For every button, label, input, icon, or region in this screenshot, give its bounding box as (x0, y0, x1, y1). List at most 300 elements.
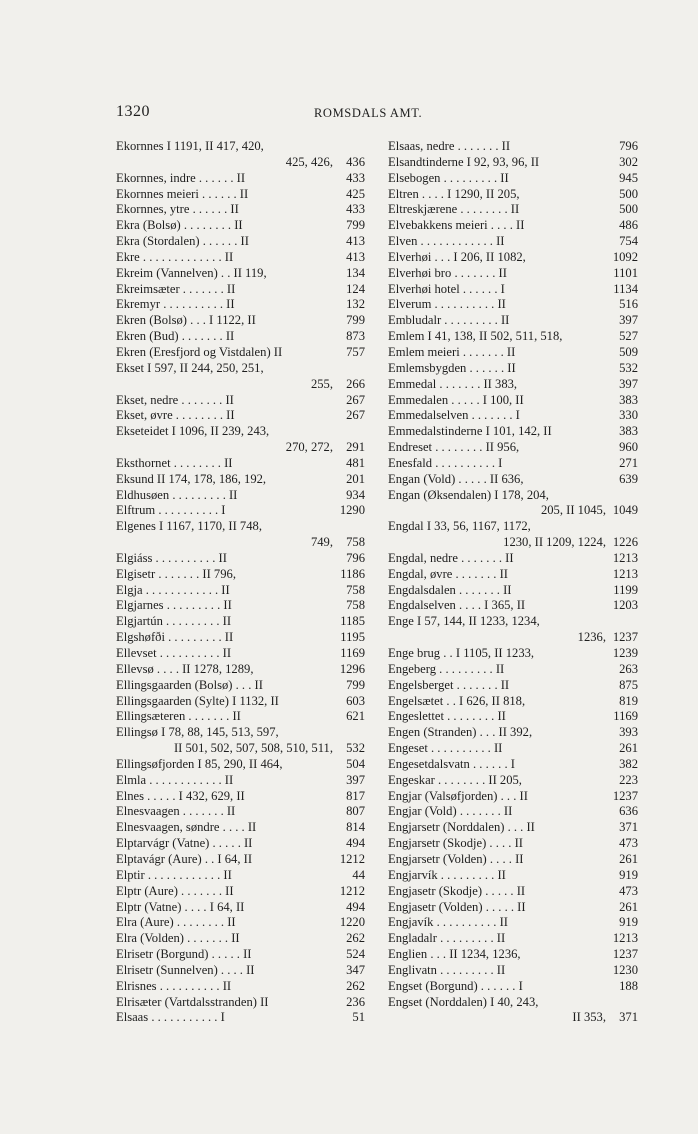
index-entry (388, 662, 638, 678)
entry-text: Englien . . . II 1234, 1236, (388, 947, 521, 962)
entry-page-ref: 1212 (339, 851, 365, 866)
index-entry (388, 408, 638, 424)
entry-text: Elgisetr . . . . . . . II 796, (116, 566, 236, 581)
entry-text: Eksthornet . . . . . . . . II (116, 455, 233, 470)
entry-page-ref: 383 (619, 392, 638, 407)
entry-text: Emlemsbygden . . . . . . II (388, 360, 516, 375)
entry-page-ref: 1203 (612, 598, 638, 613)
entry-text: Elsandtinderne I 92, 93, 96, II (388, 154, 540, 169)
entry-text: Engjarsetr (Skodje) . . . . II (388, 836, 523, 851)
index-entry (116, 931, 365, 947)
index-entry (116, 488, 365, 504)
entry-text: Elsaas, nedre . . . . . . . II (388, 139, 511, 153)
entry-page-ref: 44 (352, 867, 365, 882)
entry-text: Ekseteidet I 1096, II 239, 243, (116, 424, 270, 439)
entry-page-ref: 132 (346, 297, 365, 312)
index-entry (388, 472, 638, 488)
index-entry (388, 931, 638, 947)
entry-page-ref: 621 (346, 709, 365, 724)
entry-page-ref: 1239 (612, 646, 638, 660)
entry-text: 749, (310, 535, 333, 550)
index-entry-continuation (116, 741, 365, 757)
entry-text: II 353, (572, 1010, 606, 1025)
index-entry (388, 567, 638, 583)
index-entry (388, 947, 638, 963)
entry-page-ref: 473 (619, 836, 638, 851)
entry-page-ref: 532 (619, 360, 638, 375)
entry-page-ref: 266 (346, 376, 365, 391)
index-entry (116, 551, 365, 567)
entry-page-ref: 261 (619, 851, 638, 866)
entry-text: Elvebakkens meieri . . . . II (388, 218, 525, 233)
entry-text: Ekornnes I 1191, II 417, 420, (116, 139, 264, 153)
entry-page-ref: 1290 (339, 503, 365, 518)
entry-text: Enge brug . . I 1105, II 1233, (388, 646, 535, 660)
index-entry (116, 202, 365, 218)
entry-page-ref: 1213 (612, 566, 638, 581)
entry-text: Engelsætet . . I 626, II 818, (388, 693, 526, 708)
index-entry (116, 234, 365, 250)
entry-page-ref: 413 (346, 249, 365, 264)
entry-page-ref: 1237 (612, 788, 638, 803)
index-entry (116, 519, 365, 535)
entry-page-ref: 267 (346, 392, 365, 407)
index-entry (116, 979, 365, 995)
entry-page-ref: 371 (619, 1010, 638, 1025)
index-entry (388, 187, 638, 203)
entry-text: Elgshøfði . . . . . . . . . II (116, 630, 234, 645)
entry-text: Elverhøi . . . I 206, II 1082, (388, 249, 526, 264)
index-entry (388, 789, 638, 805)
index-entry (116, 250, 365, 266)
index-column-right (388, 139, 638, 1026)
index-entry (388, 377, 638, 393)
entry-page-ref: 261 (619, 741, 638, 756)
entry-page-ref: 603 (346, 693, 365, 708)
entry-text: Engladalr . . . . . . . . . II (388, 931, 506, 946)
entry-text: Engeskar . . . . . . . . II 205, (388, 772, 522, 787)
entry-page-ref: 433 (346, 202, 365, 217)
index-entry (116, 804, 365, 820)
entry-text: Ekra (Bolsø) . . . . . . . . II (116, 218, 243, 233)
entry-text: Ekremyr . . . . . . . . . . II (116, 297, 235, 312)
index-entry-continuation (116, 155, 365, 171)
entry-text: Engesetdalsvatn . . . . . . I (388, 756, 515, 771)
index-entry (116, 884, 365, 900)
entry-text: Emmedalselven . . . . . . . I (388, 408, 520, 423)
entry-page-ref: 934 (346, 487, 365, 502)
index-entry-continuation (116, 535, 365, 551)
index-entry (116, 266, 365, 282)
index-entry (116, 313, 365, 329)
entry-text: Engjasetr (Skodje) . . . . . II (388, 883, 526, 898)
entry-page-ref: 371 (619, 820, 638, 835)
index-entry (388, 155, 638, 171)
entry-text: Ekreimsæter . . . . . . . II (116, 281, 236, 296)
index-entry (116, 963, 365, 979)
entry-text: 1230, II 1209, 1224, (503, 535, 606, 550)
entry-text: Engjar (Vold) . . . . . . . II (388, 804, 513, 819)
entry-text: Engjavík . . . . . . . . . . II (388, 915, 508, 930)
index-entry (116, 456, 365, 472)
index-entry (388, 709, 638, 725)
entry-text: Engelsberget . . . . . . . II (388, 677, 510, 692)
index-entry (388, 266, 638, 282)
index-entry (388, 820, 638, 836)
index-entry (388, 678, 638, 694)
entry-text: Elverum . . . . . . . . . . II (388, 297, 506, 312)
entry-page-ref: 1220 (339, 915, 365, 930)
entry-page-ref: 758 (346, 598, 365, 613)
entry-page-ref: 124 (346, 281, 365, 296)
entry-page-ref: 799 (346, 313, 365, 328)
index-entry (116, 393, 365, 409)
entry-text: Engjarsetr (Volden) . . . . II (388, 851, 524, 866)
entry-text: Elptavágr (Aure) . . I 64, II (116, 851, 253, 866)
entry-page-ref: 875 (619, 677, 638, 692)
entry-page-ref: 271 (619, 455, 638, 470)
entry-text: Ellingsgaarden (Bolsø) . . . II (116, 677, 263, 692)
entry-page-ref: 1212 (339, 883, 365, 898)
index-entry (116, 995, 365, 1011)
index-entry-continuation (116, 377, 365, 393)
entry-page-ref: 236 (346, 994, 365, 1009)
entry-page-ref: 494 (346, 899, 365, 914)
entry-text: Ekornnes, ytre . . . . . . II (116, 202, 239, 217)
index-entry (116, 630, 365, 646)
index-entry (388, 297, 638, 313)
index-entry (116, 836, 365, 852)
entry-page-ref: 1169 (340, 646, 365, 660)
index-entry (116, 408, 365, 424)
index-entry (388, 963, 638, 979)
entry-text: Engeslettet . . . . . . . . II (388, 709, 506, 724)
entry-page-ref: 134 (346, 265, 365, 280)
entry-page-ref: 754 (619, 234, 638, 249)
entry-text: Engdal, nedre . . . . . . . II (388, 550, 514, 565)
entry-page-ref: 796 (619, 139, 638, 153)
entry-text: Elgiáss . . . . . . . . . . II (116, 550, 227, 565)
entry-text: Engdal, øvre . . . . . . . II (388, 566, 508, 581)
entry-page-ref: 504 (346, 756, 365, 771)
entry-page-ref: 397 (619, 376, 638, 391)
entry-page-ref: 524 (346, 947, 365, 962)
index-entry (116, 171, 365, 187)
entry-text: Elrisæter (Vartdalsstranden) II (116, 994, 269, 1009)
entry-text: Eldhusøen . . . . . . . . . II (116, 487, 238, 502)
index-entry (116, 900, 365, 916)
index-entry (388, 282, 638, 298)
entry-page-ref: 425 (346, 186, 365, 201)
entry-text: Ellingsø I 78, 88, 145, 513, 597, (116, 725, 279, 740)
index-entry (116, 868, 365, 884)
entry-text: Eksund II 174, 178, 186, 192, (116, 471, 267, 486)
index-entry (116, 789, 365, 805)
index-entry (116, 567, 365, 583)
entry-page-ref: 807 (346, 804, 365, 819)
index-entry (116, 282, 365, 298)
entry-text: Emlem I 41, 138, II 502, 511, 518, (388, 329, 563, 344)
entry-page-ref: 799 (346, 218, 365, 233)
entry-text: Elrisetr (Borgund) . . . . . II (116, 947, 252, 962)
index-entry (388, 440, 638, 456)
entry-page-ref: 262 (346, 978, 365, 993)
index-entry-continuation (116, 440, 365, 456)
index-entry (116, 297, 365, 313)
entry-text: Ellingsgaarden (Sylte) I 1132, II (116, 693, 279, 708)
index-entry (388, 900, 638, 916)
entry-page-ref: 1195 (340, 630, 365, 645)
entry-text: Engan (Vold) . . . . . II 636, (388, 471, 524, 486)
index-entry (116, 773, 365, 789)
index-entry (388, 250, 638, 266)
index-entry (116, 583, 365, 599)
entry-page-ref: 291 (346, 440, 365, 455)
index-entry (388, 836, 638, 852)
index-entry (388, 345, 638, 361)
index-entry (388, 852, 638, 868)
entry-page-ref: 799 (346, 677, 365, 692)
entry-page-ref: 1296 (339, 661, 365, 676)
index-entry-continuation (388, 535, 638, 551)
entry-text: Ellingsøfjorden I 85, 290, II 464, (116, 756, 283, 771)
entry-page-ref: 51 (352, 1010, 365, 1025)
entry-text: Ekre . . . . . . . . . . . . . II (116, 249, 234, 264)
entry-page-ref: 486 (619, 218, 638, 233)
entry-page-ref: 1237 (612, 947, 638, 962)
index-entry (388, 139, 638, 155)
running-title: ROMSDALS AMT. (314, 106, 423, 120)
entry-page-ref: 960 (619, 440, 638, 455)
index-entry (116, 678, 365, 694)
entry-page-ref: 817 (346, 788, 365, 803)
entry-text: Ekren (Bolsø) . . . I 1122, II (116, 313, 256, 328)
entry-page-ref: 433 (346, 170, 365, 185)
entry-page-ref: 919 (619, 915, 638, 930)
entry-text: Embludalr . . . . . . . . . II (388, 313, 510, 328)
entry-text: Engset (Norddalen) I 40, 243, (388, 994, 539, 1009)
entry-text: Ekra (Stordalen) . . . . . . II (116, 234, 249, 249)
entry-page-ref: 527 (619, 329, 638, 344)
entry-page-ref: 1092 (612, 249, 638, 264)
entry-text: Eltren . . . . I 1290, II 205, (388, 186, 520, 201)
entry-page-ref: 819 (619, 693, 638, 708)
index-entry (116, 757, 365, 773)
entry-page-ref: 1186 (340, 566, 365, 581)
index-entry (388, 598, 638, 614)
entry-text: Ekren (Eresfjord og Vistdalen) II (116, 344, 283, 359)
entry-text: Enesfald . . . . . . . . . . I (388, 455, 503, 470)
index-entry (116, 915, 365, 931)
index-entry (116, 187, 365, 203)
index-entry (116, 598, 365, 614)
entry-text: Emlem meieri . . . . . . . II (388, 344, 516, 359)
entry-text: Engeberg . . . . . . . . . II (388, 661, 505, 676)
page-number: 1320 (116, 103, 150, 120)
entry-text: Engjar (Valsøfjorden) . . . II (388, 788, 528, 803)
entry-text: Engdalsdalen . . . . . . . II (388, 582, 512, 597)
entry-page-ref: 758 (346, 582, 365, 597)
index-entry (388, 979, 638, 995)
index-entry (388, 393, 638, 409)
entry-text: Englivatn . . . . . . . . . II (388, 962, 506, 977)
index-entry (388, 884, 638, 900)
entry-page-ref: 223 (619, 772, 638, 787)
index-entry (116, 329, 365, 345)
entry-page-ref: 757 (346, 344, 365, 359)
entry-text: Engset (Borgund) . . . . . . I (388, 978, 523, 993)
entry-page-ref: 188 (619, 978, 638, 993)
entry-page-ref: 919 (619, 867, 638, 882)
entry-text: Emmedal . . . . . . . II 383, (388, 376, 518, 391)
index-entry-continuation (388, 503, 638, 519)
index-entry (116, 709, 365, 725)
entry-page-ref: 481 (346, 455, 365, 470)
entry-page-ref: 873 (346, 329, 365, 344)
index-entry (116, 139, 365, 155)
index-entry (388, 519, 638, 535)
entry-text: Elverhøi bro . . . . . . . II (388, 265, 507, 280)
index-entry (388, 741, 638, 757)
index-entry (388, 694, 638, 710)
index-entry (116, 345, 365, 361)
entry-text: Ekset, nedre . . . . . . . II (116, 392, 234, 407)
entry-text: Ellingsæteren . . . . . . . II (116, 709, 241, 724)
entry-page-ref: 261 (619, 899, 638, 914)
entry-text: Ekornnes meieri . . . . . . II (116, 186, 249, 201)
entry-text: Elgjarnes . . . . . . . . . II (116, 598, 232, 613)
entry-page-ref: 473 (619, 883, 638, 898)
entry-text: Ekset I 597, II 244, 250, 251, (116, 360, 264, 375)
entry-page-ref: 397 (346, 772, 365, 787)
index-entry (116, 1010, 365, 1026)
entry-text: Elra (Volden) . . . . . . . II (116, 931, 240, 946)
index-entry (388, 424, 638, 440)
index-entry (388, 456, 638, 472)
entry-page-ref: 347 (346, 962, 365, 977)
entry-page-ref: 413 (346, 234, 365, 249)
entry-page-ref: 814 (346, 820, 365, 835)
entry-page-ref: 516 (619, 297, 638, 312)
entry-page-ref: 393 (619, 725, 638, 740)
entry-text: Elgja . . . . . . . . . . . . II (116, 582, 230, 597)
entry-text: Elptarvágr (Vatne) . . . . . II (116, 836, 253, 851)
index-entry (388, 868, 638, 884)
entry-page-ref: 1134 (613, 281, 638, 296)
entry-page-ref: 1185 (340, 614, 365, 629)
entry-page-ref: 945 (619, 170, 638, 185)
index-entry (116, 947, 365, 963)
entry-page-ref: 1213 (612, 550, 638, 565)
entry-text: Ellevsø . . . . II 1278, 1289, (116, 661, 254, 676)
entry-page-ref: 397 (619, 313, 638, 328)
index-column-left (116, 139, 365, 1026)
index-entry (116, 820, 365, 836)
index-entry (388, 551, 638, 567)
index-entry (388, 757, 638, 773)
index-entry (388, 218, 638, 234)
entry-page-ref: 532 (346, 741, 365, 756)
entry-page-ref: 500 (619, 202, 638, 217)
entry-text: Elmla . . . . . . . . . . . . II (116, 772, 234, 787)
index-entry (388, 725, 638, 741)
entry-page-ref: 1101 (613, 265, 638, 280)
entry-text: Elsaas . . . . . . . . . . . I (116, 1010, 225, 1025)
entry-text: Emmedalstinderne I 101, 142, II (388, 424, 552, 439)
entry-text: Ekornnes, indre . . . . . . II (116, 170, 246, 185)
entry-page-ref: 758 (346, 535, 365, 550)
entry-page-ref: 263 (619, 661, 638, 676)
entry-text: Engjarvík . . . . . . . . . II (388, 867, 506, 882)
entry-text: Elnesvaagen, søndre . . . . II (116, 820, 257, 835)
entry-text: Ellevset . . . . . . . . . . II (116, 646, 232, 660)
entry-text: 1236, (577, 630, 606, 645)
entry-text: Elptr (Aure) . . . . . . . II (116, 883, 234, 898)
entry-text: Elnesvaagen . . . . . . . II (116, 804, 236, 819)
index-entry (116, 694, 365, 710)
entry-page-ref: 302 (619, 154, 638, 169)
entry-text: Elrisnes . . . . . . . . . . II (116, 978, 232, 993)
entry-text: Elrisetr (Sunnelven) . . . . II (116, 962, 255, 977)
entry-text: 255, (310, 376, 333, 391)
entry-page-ref: 1169 (613, 709, 638, 724)
index-entry (388, 583, 638, 599)
entry-page-ref: 1237 (612, 630, 638, 645)
index-entry (116, 725, 365, 741)
entry-text: Ekren (Bud) . . . . . . . II (116, 329, 235, 344)
index-entry (116, 852, 365, 868)
index-entry (388, 202, 638, 218)
entry-text: Engdal I 33, 56, 1167, 1172, (388, 519, 531, 534)
entry-text: Elgenes I 1167, 1170, II 748, (116, 519, 262, 534)
entry-page-ref: 1213 (612, 931, 638, 946)
entry-page-ref: 436 (346, 154, 365, 169)
entry-page-ref: 636 (619, 804, 638, 819)
index-entry (116, 646, 365, 662)
entry-text: Eltreskjærene . . . . . . . . II (388, 202, 520, 217)
entry-text: Enge I 57, 144, II 1233, 1234, (388, 614, 540, 629)
index-entry (388, 329, 638, 345)
index-entry (388, 773, 638, 789)
index-entry-continuation (388, 1010, 638, 1026)
entry-text: 425, 426, (285, 154, 333, 169)
index-entry (116, 662, 365, 678)
index-entry (388, 313, 638, 329)
entry-text: Engeset . . . . . . . . . . II (388, 741, 503, 756)
entry-text: Elra (Aure) . . . . . . . . II (116, 915, 236, 930)
entry-text: Elverhøi hotel . . . . . . I (388, 281, 505, 296)
entry-text: Engan (Øksendalen) I 178, 204, (388, 487, 549, 502)
entry-page-ref: 639 (619, 471, 638, 486)
entry-page-ref: 382 (619, 756, 638, 771)
entry-text: Emmedalen . . . . . I 100, II (388, 392, 524, 407)
entry-page-ref: 796 (346, 550, 365, 565)
entry-text: II 501, 502, 507, 508, 510, 511, (173, 741, 333, 756)
entry-text: 270, 272, (285, 440, 333, 455)
index-entry (388, 234, 638, 250)
index-entry (116, 503, 365, 519)
entry-text: Engjasetr (Volden) . . . . . II (388, 899, 526, 914)
entry-text: Elftrum . . . . . . . . . . I (116, 503, 226, 518)
entry-page-ref: 494 (346, 836, 365, 851)
index-entry (388, 614, 638, 630)
entry-page-ref: 267 (346, 408, 365, 423)
index-entry (116, 472, 365, 488)
entry-text: Engen (Stranden) . . . II 392, (388, 725, 533, 740)
entry-text: Ekset, øvre . . . . . . . . II (116, 408, 235, 423)
index-entry (388, 488, 638, 504)
entry-page-ref: 201 (346, 471, 365, 486)
